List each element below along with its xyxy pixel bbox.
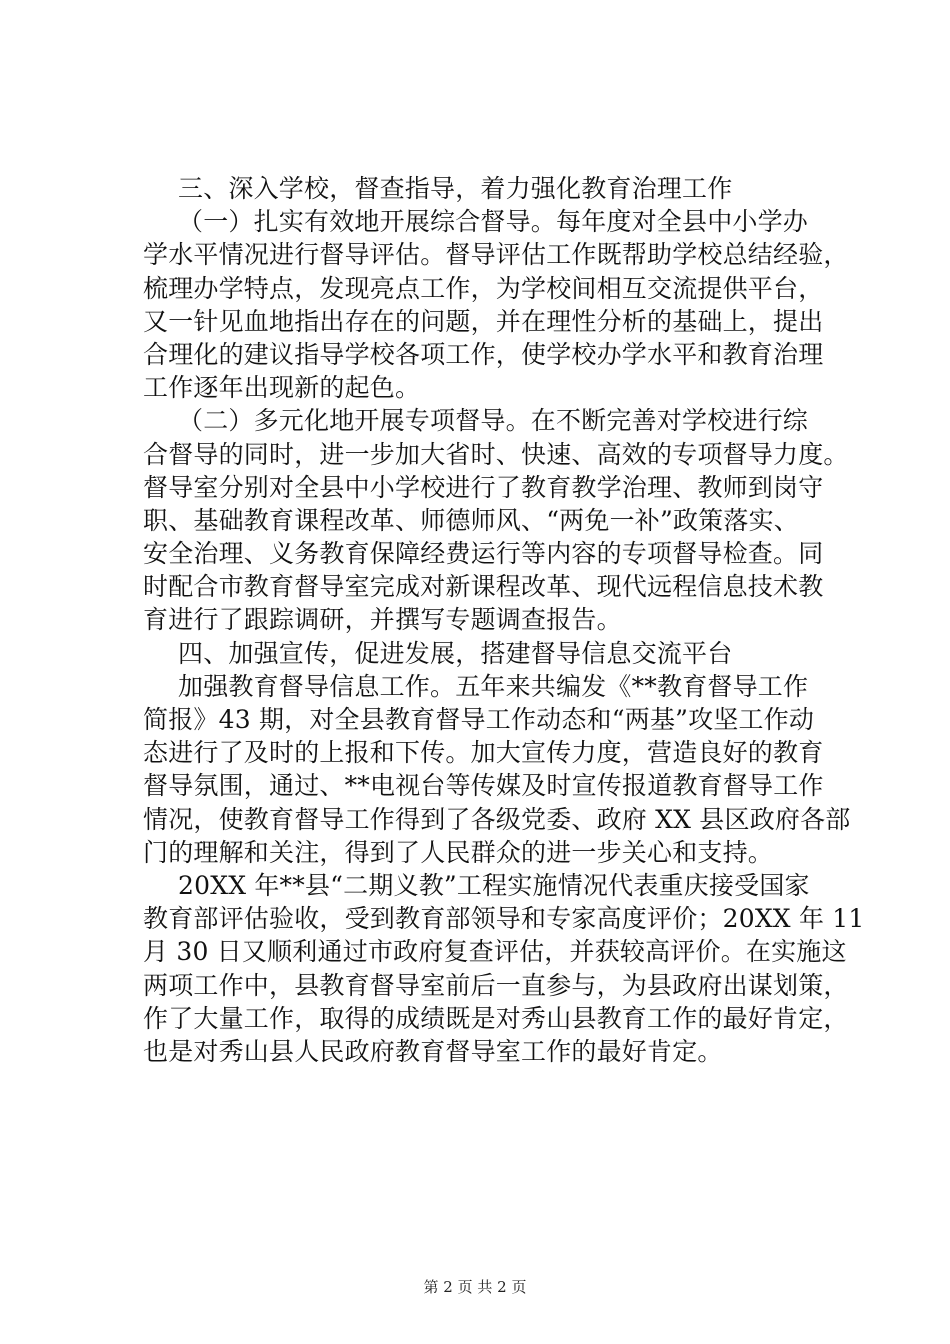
paragraph-line: 合理化的建议指导学校各项工作，使学校办学水平和教育治理: [143, 339, 824, 369]
paragraph-line: 学水平情况进行督导评估。督导评估工作既帮助学校总结经验，: [143, 240, 849, 270]
paragraph-line: 梳理办学特点，发现亮点工作，为学校间相互交流提供平台，: [143, 273, 824, 303]
paragraph-line: 安全治理、义务教育保障经费运行等内容的专项督导检查。同: [143, 539, 824, 569]
paragraph-line: 教育部评估验收，受到教育部领导和专家高度评价；20XX 年 11: [143, 904, 865, 934]
paragraph-line: 合督导的同时，进一步加大省时、快速、高效的专项督导力度。: [143, 439, 849, 469]
document-body: [143, 172, 865, 1068]
page-number-footer: 第 2 页 共 2 页: [423, 1278, 527, 1296]
paragraph-line: 月 30 日又顺利通过市政府复查评估，并获较高评价。在实施这: [143, 937, 847, 967]
paragraph-line: 督导室分别对全县中小学校进行了教育教学治理、教师到岗守: [143, 472, 824, 502]
paragraph-line: 态进行了及时的上报和下传。加大宣传力度，营造良好的教育: [143, 738, 824, 768]
paragraph-line: 20XX 年**县“二期义教”工程实施情况代表重庆接受国家: [178, 870, 810, 900]
paragraph-line: 加强教育督导信息工作。五年来共编发《**教育督导工作: [178, 671, 809, 701]
section-heading-4: 四、加强宣传，促进发展，搭建督导信息交流平台: [178, 638, 733, 668]
paragraph-line: 工作逐年出现新的起色。: [143, 373, 421, 403]
paragraph-line: 两项工作中，县教育督导室前后一直参与，为县政府出谋划策，: [143, 970, 849, 1000]
paragraph-line: （一）扎实有效地开展综合督导。每年度对全县中小学办: [178, 207, 809, 237]
paragraph-line: 督导氛围，通过、**电视台等传媒及时宣传报道教育督导工作: [143, 771, 824, 801]
paragraph-line: （二）多元化地开展专项督导。在不断完善对学校进行综: [178, 406, 809, 436]
paragraph-line: 职、基础教育课程改革、师德师风、“两免一补”政策落实、: [143, 505, 799, 535]
paragraph-line: 又一针见血地指出存在的问题，并在理性分析的基础上，提出: [143, 306, 824, 336]
paragraph-line: 时配合市教育督导室完成对新课程改革、现代远程信息技术教: [143, 572, 824, 602]
paragraph-line: 也是对秀山县人民政府教育督导室工作的最好肯定。: [143, 1036, 723, 1066]
paragraph-line: 简报》43 期，对全县教育督导工作动态和“两基”攻坚工作动: [143, 705, 815, 734]
section-heading-3: 三、深入学校，督查指导，着力强化教育治理工作: [178, 174, 733, 203]
paragraph-line: 情况，使教育督导工作得到了各级党委、政府 XX 县区政府各部: [143, 804, 851, 834]
paragraph-line: 门的理解和关注，得到了人民群众的进一步关心和支持。: [143, 837, 774, 867]
paragraph-line: 作了大量工作，取得的成绩既是对秀山县教育工作的最好肯定，: [143, 1003, 849, 1033]
paragraph-line: 育进行了跟踪调研，并撰写专题调查报告。: [143, 605, 622, 635]
